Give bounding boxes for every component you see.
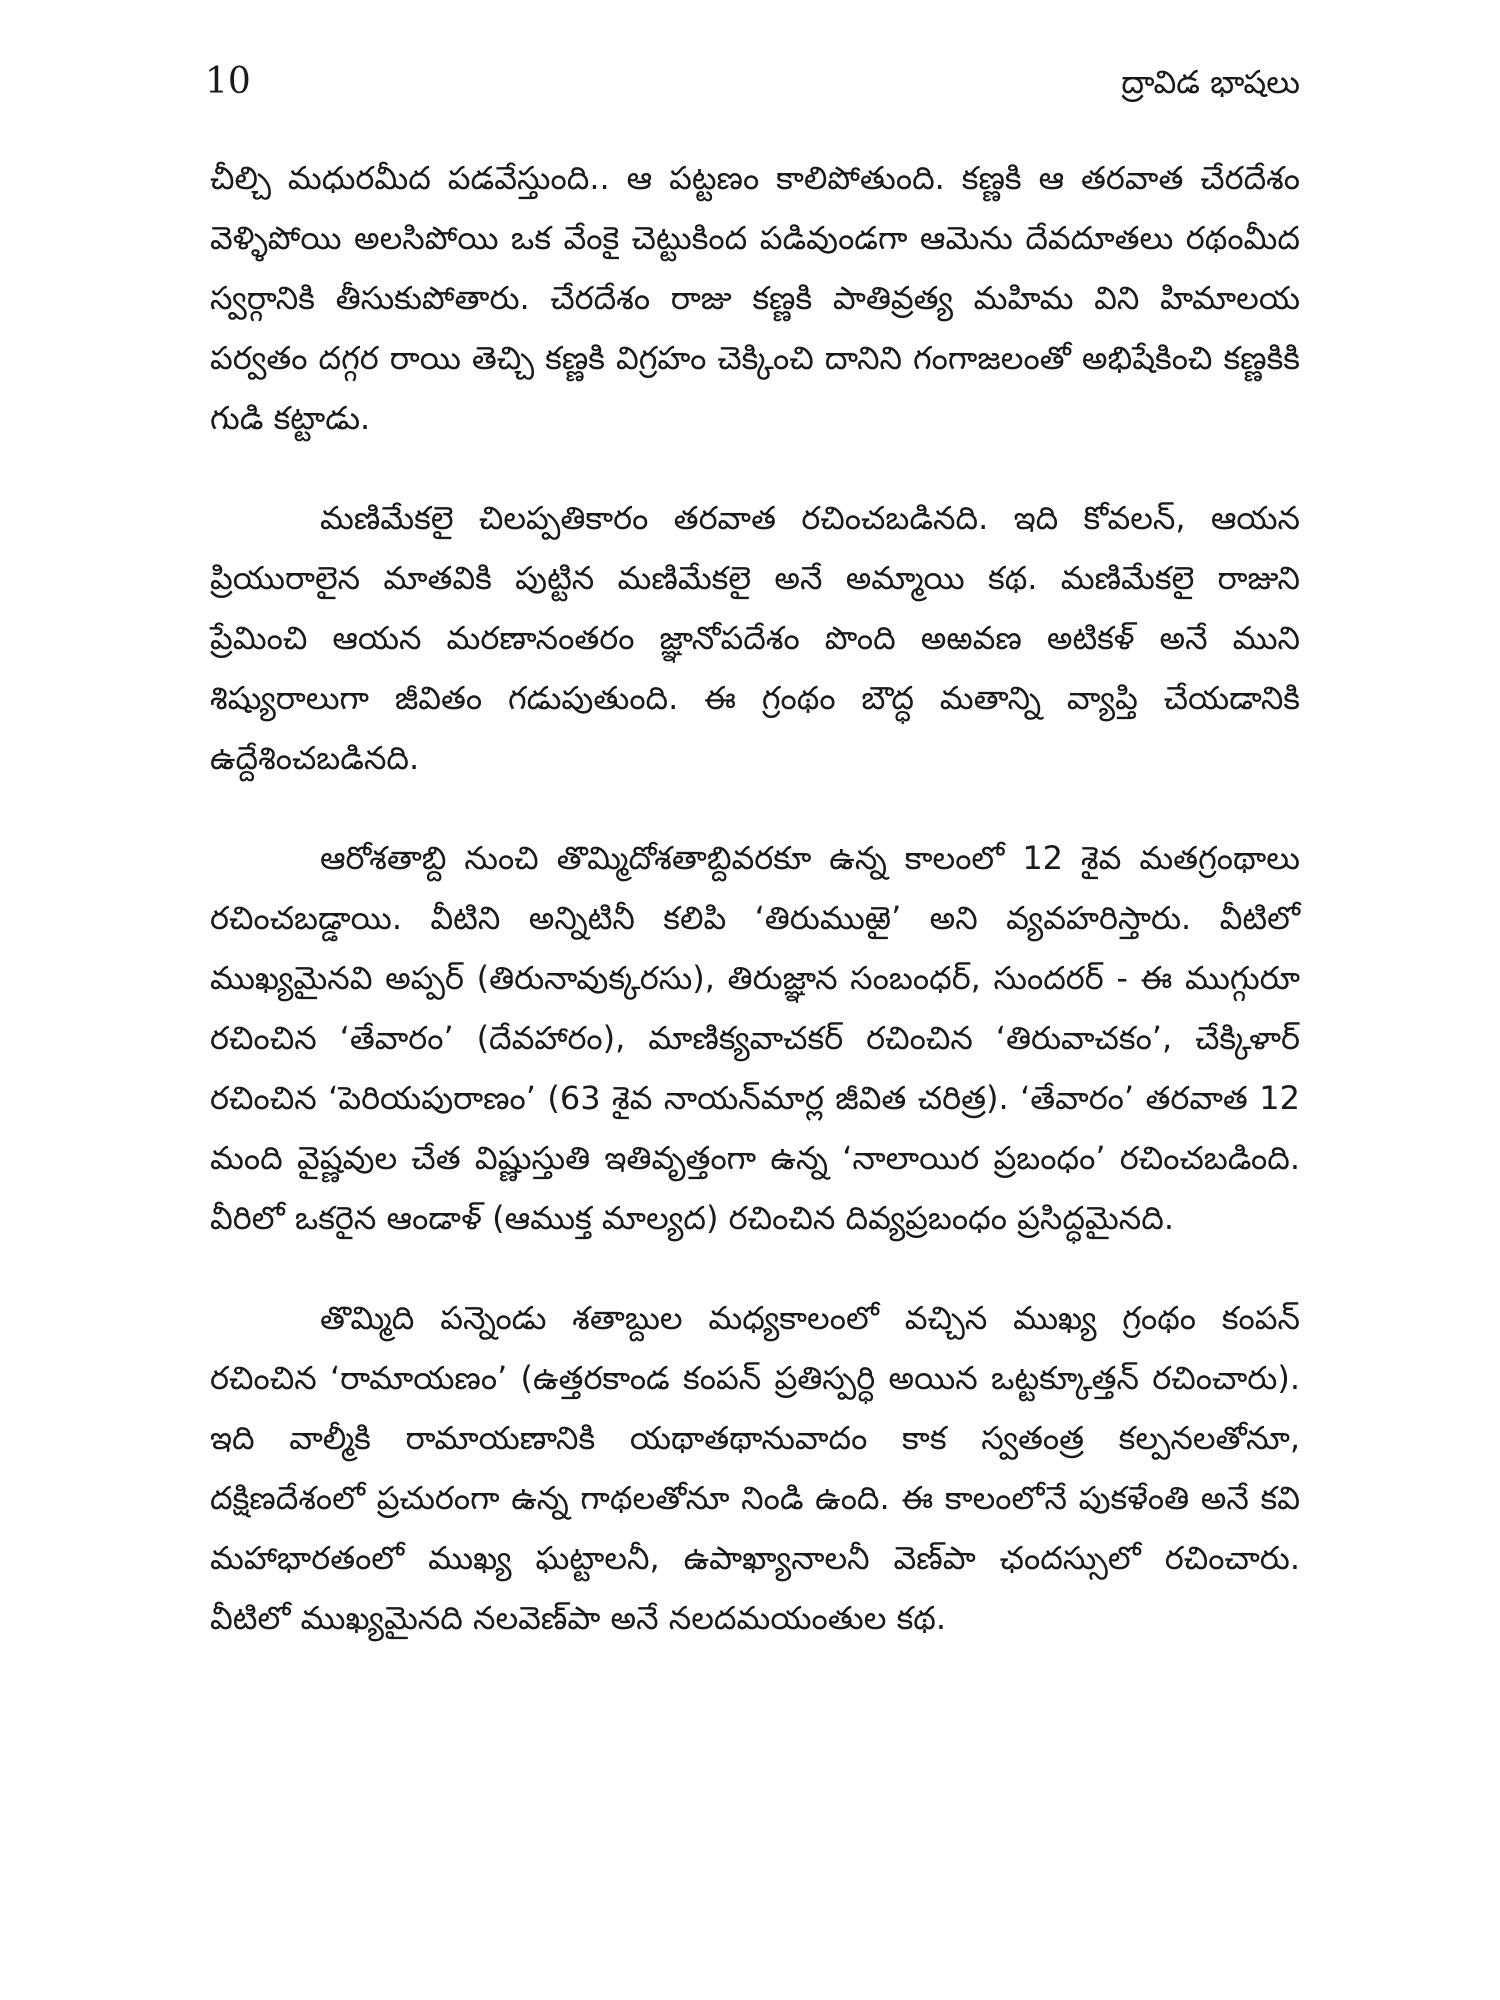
paragraph-kannaki: చీల్చి మధురమీద పడవేస్తుంది.. ఆ పట్టణం కాలిపోతుంది. కణ్ణకి ఆ తరవాత చేరదేశం వెళ్ళిపోయి అలసిపోయి ఒక వేంకై చెట్టుకింద పడివుండగా ఆమెను దేవదూతలు రథంమీద స్వర్గానికి తీసుకుపోతారు. చేరదేశం రాజు కణ్ణకి పాతివ్రత్య మహిమ విని హిమాలయ పర్వతం దగ్గర రాయి తెచ్చి కణ్ణకి విగ్రహం చెక్కించి దానిని గంగాజలంతో అభిషేకించి కణ్ణకికి గుడి కట్టాడు.: [210, 159, 1300, 437]
page-number: 10: [205, 61, 251, 102]
paragraph-saiva-texts: ఆరోశతాబ్ది నుంచి తొమ్మిదోశతాబ్దివరకూ ఉన్న కాలంలో 12 శైవ మతగ్రంథాలు రచించబడ్డాయి. వీటిని అన్నిటినీ కలిపి ‘తిరుముఱై’ అని వ్యవహరిస్తారు. వీటిలో ముఖ్యమైనవి అప్పర్ (తిరునావుక్కరసు), తిరుజ్ఞాన సంబంధర్, సుందరర్ - ఈ ముగ్గురూ రచించిన ‘తేవారం’ (దేవహారం), మాణిక్యవాచకర్ రచించిన ‘తిరువాచకం’, చేక్కిళార్ రచించిన ‘పెరియపురాణం’ (63 శైవ నాయన్‌మార్ల జీవిత చరిత్ర). ‘తేవారం’ తరవాత 12 మంది వైష్ణవుల చేత విష్ణుస్తుతి ఇతివృత్తంగా ఉన్న ‘నాలాయిర ప్రబంధం’ రచించబడింది. వీరిలో ఒకరైన ఆండాళ్ (ఆముక్త మాల్యద) రచించిన దివ్యప్రబంధం ప్రసిద్ధమైనది.: [210, 839, 1300, 1237]
paragraph-manimekalai: మణిమేకలై చిలప్పతికారం తరవాత రచించబడినది. ఇది కోవలన్, ఆయన ప్రియురాలైన మాతవికి పుట్టిన మణిమేకలై అనే అమ్మాయి కథ. మణిమేకలై రాజుని ప్రేమించి ఆయన మరణానంతరం జ్ఞానోపదేశం పొంది అఱవణ అటికళ్ అనే ముని శిష్యురాలుగా జీవితం గడుపుతుంది. ఈ గ్రంథం బౌద్ధ మతాన్ని వ్యాప్తి చేయడానికి ఉద్దేశించబడినది.: [210, 499, 1300, 777]
paragraph-kampan-ramayanam: తొమ్మిది పన్నెండు శతాబ్దుల మధ్యకాలంలో వచ్చిన ముఖ్య గ్రంథం కంపన్ రచించిన ‘రామాయణం’ (ఉత్తరకాండ కంపన్ ప్రతిస్పర్ధి అయిన ఒట్టక్కూత్తన్ రచించారు). ఇది వాల్మీకి రామాయణానికి యథాతథానువాదం కాక స్వతంత్ర కల్పనలతోనూ, దక్షిణదేశంలో ప్రచురంగా ఉన్న గాథలతోనూ నిండి ఉంది. ఈ కాలంలోనే పుకళేంతి అనే కవి మహాభారతంలో ముఖ్య ఘట్టాలనీ, ఉపాఖ్యానాలనీ వెణ్‌పా ఛందస్సులో రచించారు. వీటిలో ముఖ్యమైనది నలవెణ్‌పా అనే నలదమయంతుల కథ.: [210, 1299, 1300, 1637]
running-title: ద్రావిడ భాషలు: [1121, 63, 1300, 101]
body-text: [210, 148, 1300, 1688]
